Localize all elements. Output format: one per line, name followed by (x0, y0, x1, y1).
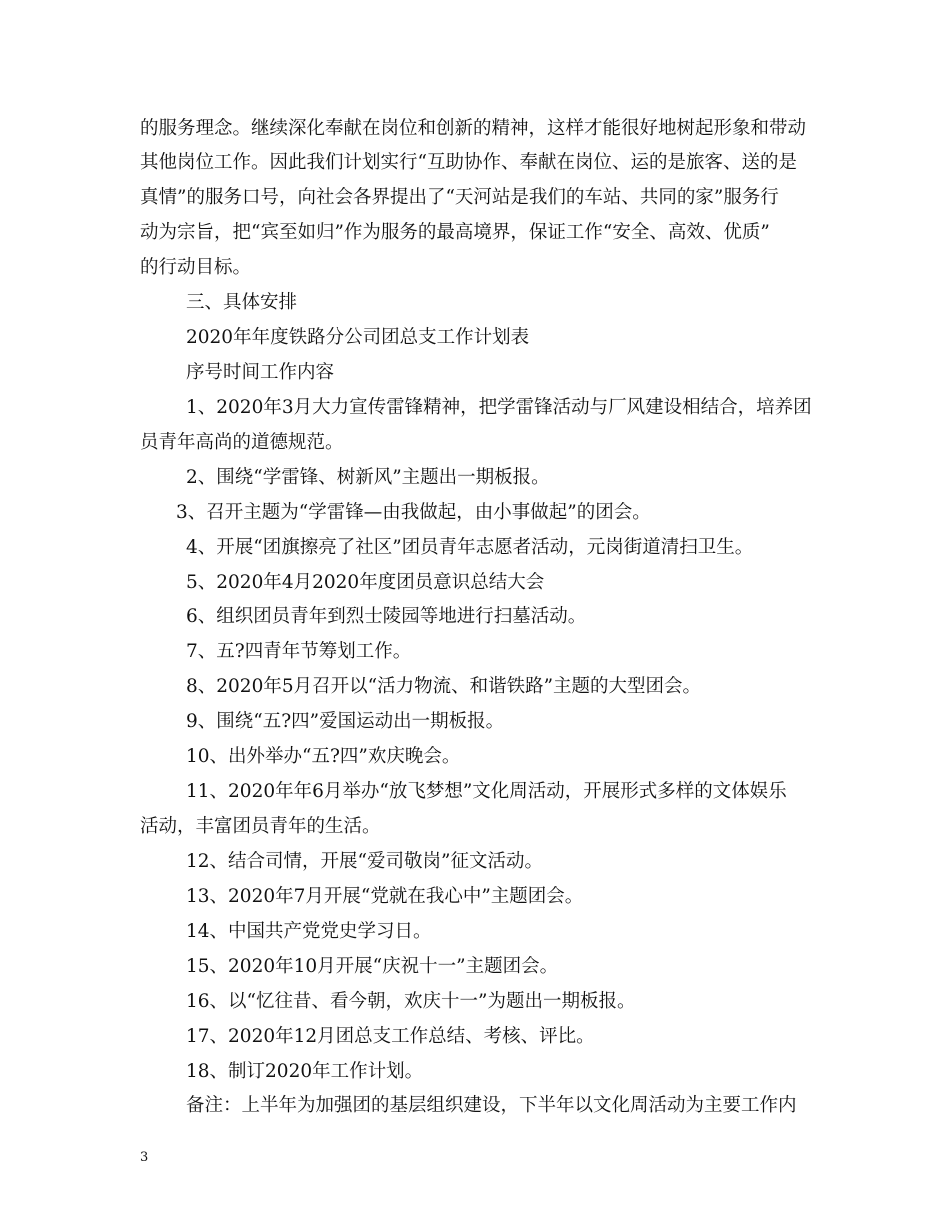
list-item: 12、结合司情，开展“爱司敬岗”征文活动。 (186, 851, 543, 872)
note-line: 备注：上半年为加强团的基层组织建设，下半年以文化周活动为主要工作内 (186, 1095, 797, 1116)
text-line: 真情”的服务口号，向社会各界提出了“天河站是我们的车站、共同的家”服务行 (140, 187, 779, 208)
text-line: 员青年高尚的道德规范。 (140, 432, 344, 453)
text-line: 的行动目标。 (140, 257, 252, 278)
list-item: 9、围绕“五?四”爱国运动出一期板报。 (186, 711, 505, 732)
list-item: 17、2020年12月团总支工作总结、考核、评比。 (186, 1026, 595, 1047)
list-item: 11、2020年年6月举办“放飞梦想”文化周活动，开展形式多样的文体娱乐 (186, 781, 787, 802)
list-item: 18、制订2020年工作计划。 (186, 1061, 424, 1082)
list-item: 1、2020年3月大力宣传雷锋精神，把学雷锋活动与厂风建设相结合，培养团 (186, 397, 812, 418)
list-item: 8、2020年5月召开以“活力物流、和谐铁路”主题的大型团会。 (186, 676, 702, 697)
table-header: 序号时间工作内容 (186, 362, 335, 383)
list-item: 3、召开主题为“学雷锋—由我做起，由小事做起”的团会。 (176, 502, 651, 523)
list-item: 10、出外举办“五?四”欢庆晚会。 (186, 746, 461, 767)
list-item: 6、组织团员青年到烈士陵园等地进行扫墓活动。 (186, 606, 587, 627)
list-item: 5、2020年4月2020年度团员意识总结大会 (186, 572, 545, 593)
text-line: 动为宗旨，把“宾至如归”作为服务的最高境界，保证工作“安全、高效、优质” (140, 222, 770, 243)
list-item: 15、2020年10月开展“庆祝十一”主题团会。 (186, 956, 559, 977)
list-item: 4、开展“团旗擦亮了社区”团员青年志愿者活动，元岗街道清扫卫生。 (186, 537, 754, 558)
page-number: 3 (140, 1150, 149, 1165)
list-item: 14、中国共产党党史学习日。 (186, 921, 432, 942)
text-line: 其他岗位工作。因此我们计划实行“互助协作、奉献在岗位、运的是旅客、送的是 (140, 152, 797, 173)
list-item: 7、五?四青年节筹划工作。 (186, 641, 412, 662)
text-line: 的服务理念。继续深化奉献在岗位和创新的精神，这样才能很好地树起形象和带动 (140, 118, 807, 139)
list-item: 13、2020年7月开展“党就在我心中”主题团会。 (186, 886, 584, 907)
section-heading: 三、具体安排 (186, 292, 298, 313)
text-line: 活动，丰富团员青年的生活。 (140, 816, 381, 837)
list-item: 2、围绕“学雷锋、树新风”主题出一期板报。 (186, 467, 550, 488)
table-title: 2020年年度铁路分公司团总支工作计划表 (186, 327, 530, 348)
list-item: 16、以“忆往昔、看今朝，欢庆十一”为题出一期板报。 (186, 991, 636, 1012)
